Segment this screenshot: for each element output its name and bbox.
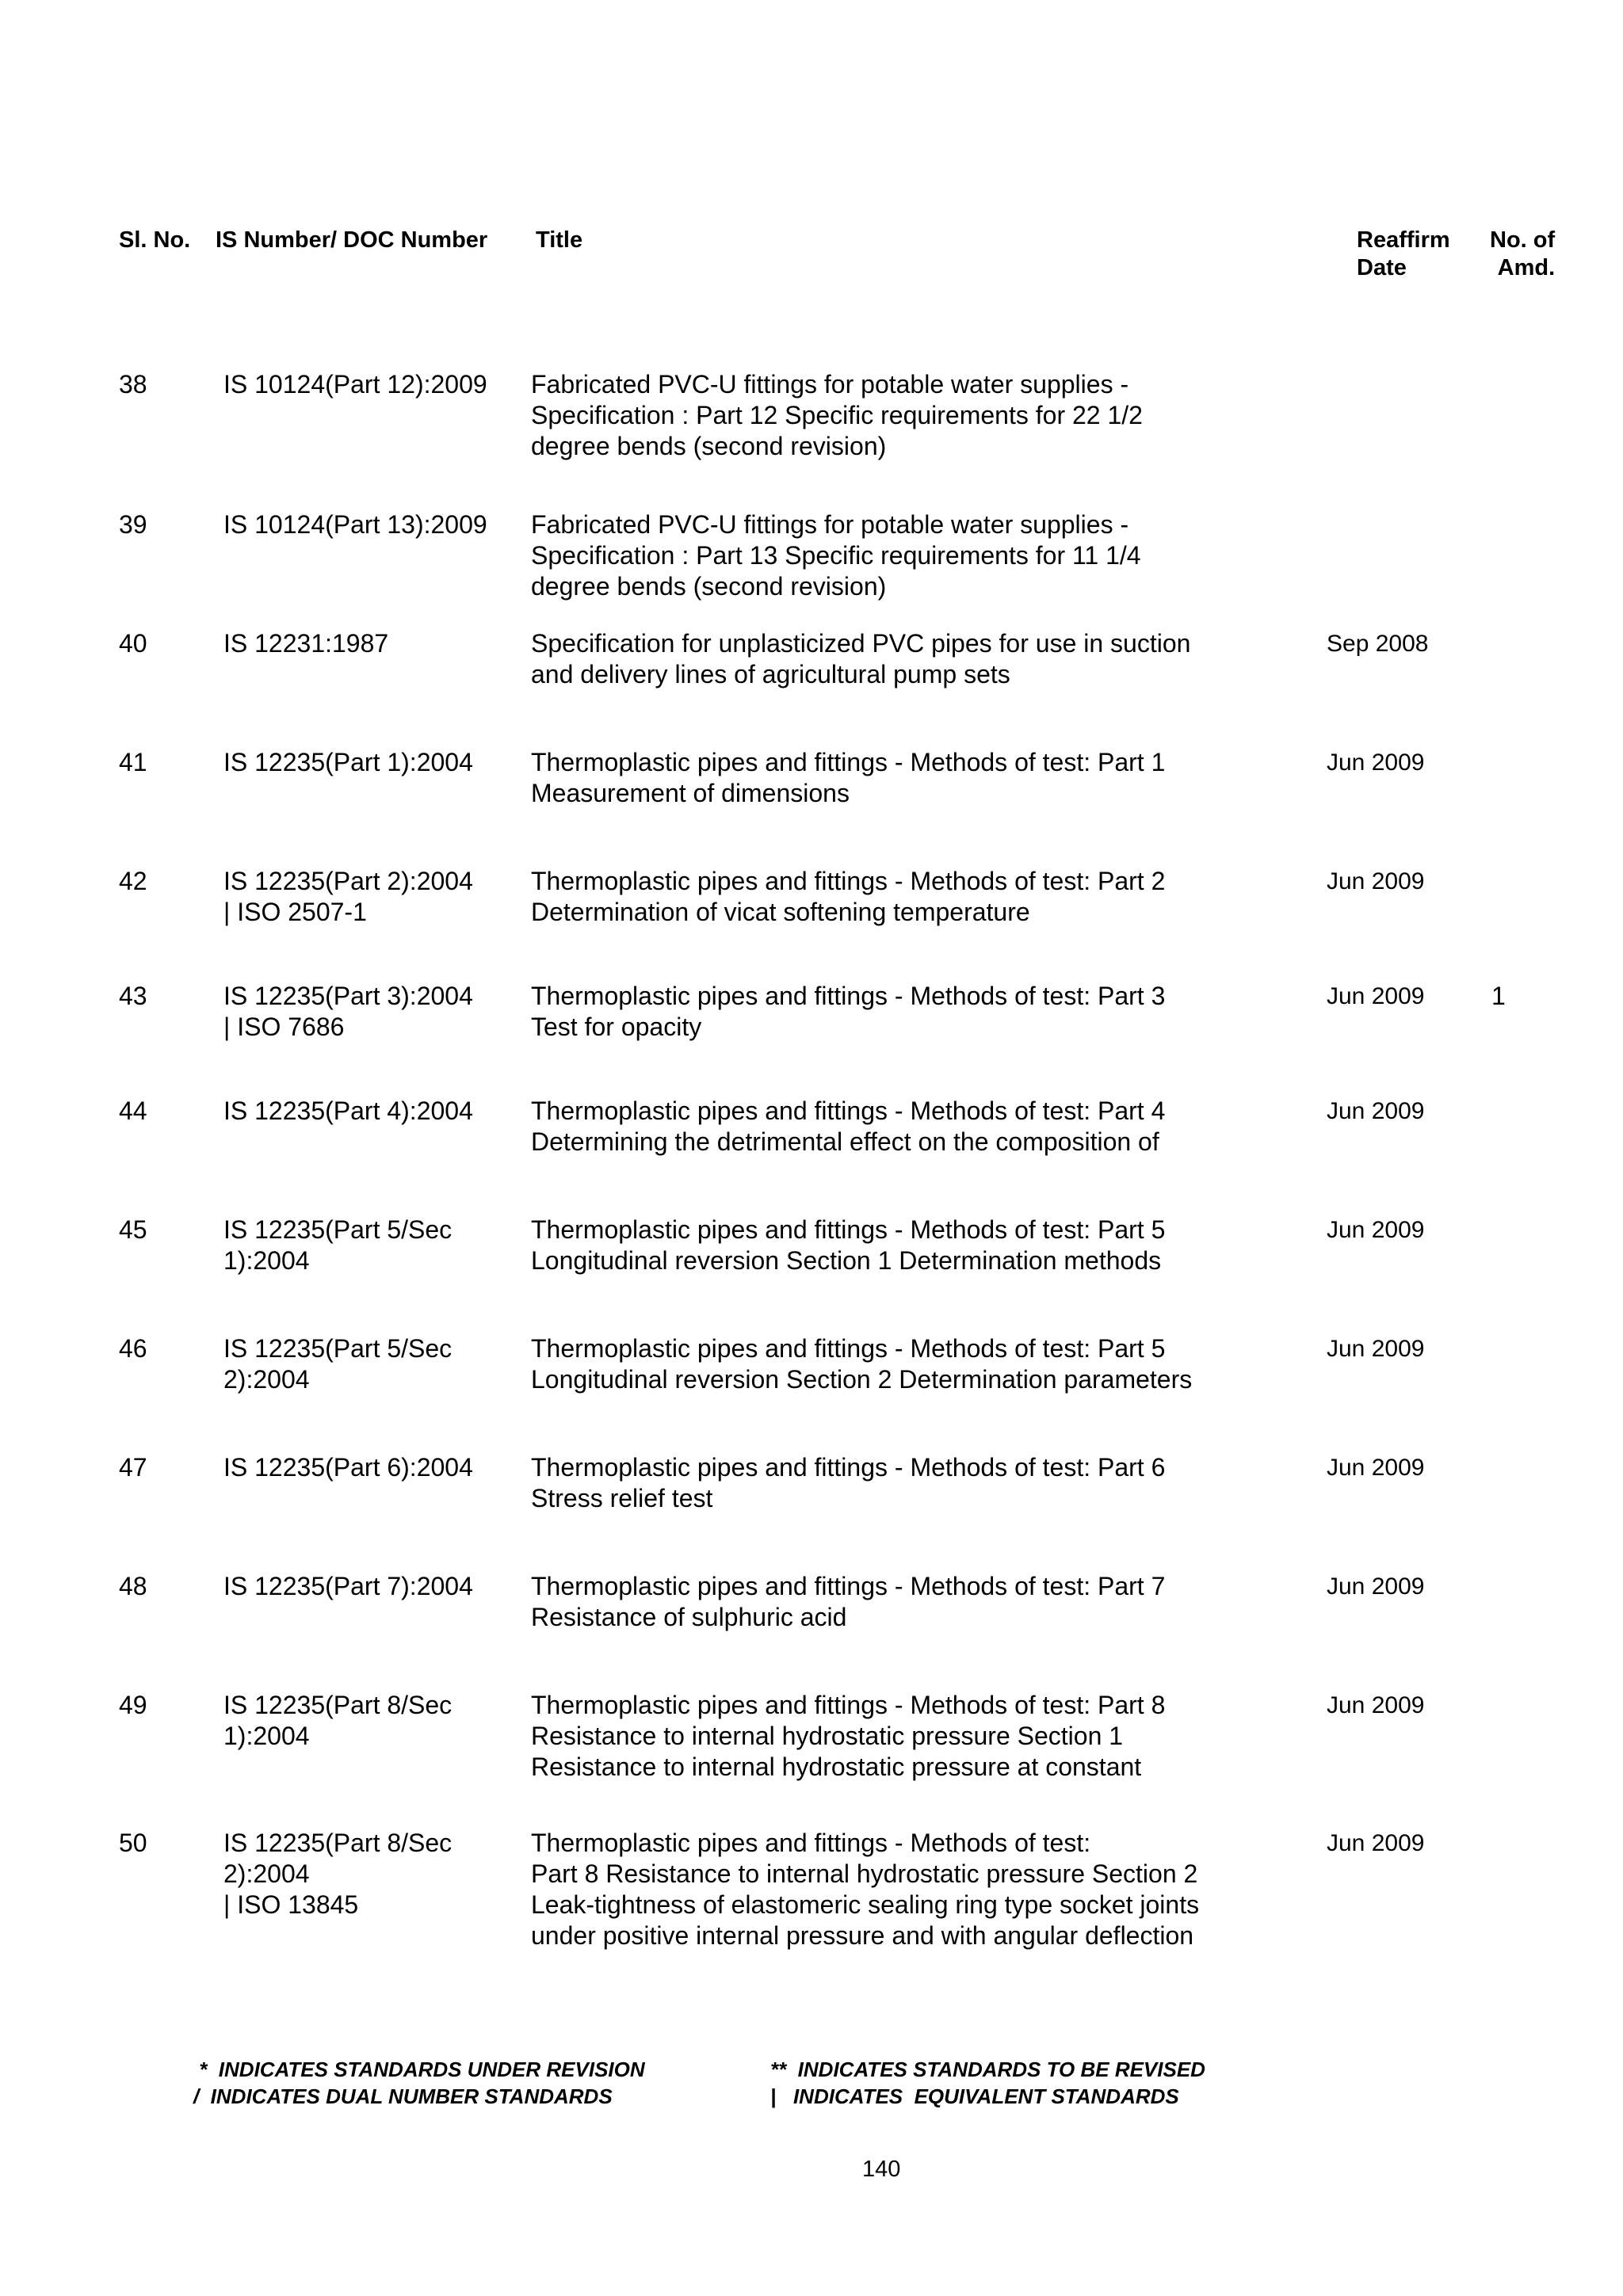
footnote-dual-number: / INDICATES DUAL NUMBER STANDARDS: [193, 2084, 613, 2108]
row-title: Thermoplastic pipes and fittings - Methods of test: Part 2 Determination of vicat softening temperature: [531, 867, 1166, 926]
row-is-number: IS 10124(Part 13):2009: [223, 510, 487, 539]
row-sl-no: 46: [119, 1334, 147, 1363]
row-reaffirm-date: Jun 2009: [1327, 749, 1425, 776]
row-title: Thermoplastic pipes and fittings - Methods of test: Part 6 Stress relief test: [531, 1453, 1166, 1512]
row-sl-no: 44: [119, 1097, 147, 1125]
row-title: Thermoplastic pipes and fittings - Methods of test: Part 8 Resistance to internal hydrostatic pressure Section 2 Leak-tightness of elastomeric sealing ring type socket joints under positive internal pressure and with angular deflection: [531, 1829, 1200, 1950]
row-sl-no: 47: [119, 1453, 147, 1482]
row-is-number: IS 12235(Part 8/Sec 2):2004 | ISO 13845: [223, 1829, 453, 1919]
row-reaffirm-date: Jun 2009: [1327, 1217, 1425, 1243]
row-sl-no: 42: [119, 867, 147, 895]
page-number: 140: [862, 2157, 901, 2182]
row-is-number: IS 12235(Part 2):2004 | ISO 2507-1: [223, 867, 473, 926]
row-is-number: IS 12235(Part 5/Sec 2):2004: [223, 1334, 453, 1394]
row-reaffirm-date: Jun 2009: [1327, 1692, 1425, 1718]
row-is-number: IS 12235(Part 3):2004 | ISO 7686: [223, 982, 473, 1041]
row-title: Thermoplastic pipes and fittings - Methods of test: Part 4 Determining the detrimental effect on the composition of: [531, 1097, 1166, 1156]
row-sl-no: 50: [119, 1829, 147, 1857]
row-reaffirm-date: Jun 2009: [1327, 868, 1425, 894]
row-is-number: IS 12235(Part 5/Sec 1):2004: [223, 1215, 453, 1275]
row-title: Thermoplastic pipes and fittings - Methods of test: Part 3 Test for opacity: [531, 982, 1166, 1041]
row-reaffirm-date: Jun 2009: [1327, 1830, 1425, 1856]
footnote-to-be-revised: ** INDICATES STANDARDS TO BE REVISED: [770, 2058, 1205, 2081]
row-title: Thermoplastic pipes and fittings - Methods of test: Part 7 Resistance of sulphuric acid: [531, 1572, 1166, 1631]
row-title: Thermoplastic pipes and fittings - Methods of test: Part 5 Longitudinal reversion Section 2 Determination parameters: [531, 1334, 1193, 1394]
row-sl-no: 40: [119, 629, 147, 658]
row-reaffirm-date: Jun 2009: [1327, 1336, 1425, 1362]
row-title: Specification for unplasticized PVC pipes for use in suction and delivery lines of agricultural pump sets: [531, 629, 1191, 688]
row-is-number: IS 12235(Part 6):2004: [223, 1453, 473, 1482]
header-is-number: IS Number/ DOC Number: [216, 227, 488, 253]
row-title: Thermoplastic pipes and fittings - Methods of test: Part 8 Resistance to internal hydrostatic pressure Section 1 Resistance to internal hydrostatic pressure at constant: [531, 1691, 1166, 1781]
header-reaffirm-date: Reaffirm Date: [1357, 227, 1450, 280]
row-sl-no: 45: [119, 1215, 147, 1244]
row-sl-no: 48: [119, 1572, 147, 1600]
row-is-number: IS 12235(Part 1):2004: [223, 748, 473, 776]
row-is-number: IS 12235(Part 7):2004: [223, 1572, 473, 1600]
row-title: Fabricated PVC-U fittings for potable water supplies - Specification : Part 13 Specific requirements for 11 1/4 degree bends (second revision): [531, 510, 1141, 601]
header-no-of-amd: No. of Amd.: [1490, 227, 1556, 280]
row-title: Fabricated PVC-U fittings for potable water supplies - Specification : Part 12 Specific requirements for 22 1/2 degree bends (second revision): [531, 370, 1143, 460]
header-sl-no: Sl. No.: [119, 227, 191, 253]
row-sl-no: 38: [119, 370, 147, 399]
row-reaffirm-date: Jun 2009: [1327, 1455, 1425, 1481]
row-no-of-amd: 1: [1491, 982, 1506, 1010]
row-is-number: IS 10124(Part 12):2009: [223, 370, 487, 399]
header-title: Title: [536, 227, 583, 253]
row-reaffirm-date: Jun 2009: [1327, 1573, 1425, 1600]
row-is-number: IS 12235(Part 4):2004: [223, 1097, 473, 1125]
row-title: Thermoplastic pipes and fittings - Methods of test: Part 5 Longitudinal reversion Section 1 Determination methods: [531, 1215, 1166, 1275]
footnote-under-revision: * INDICATES STANDARDS UNDER REVISION: [193, 2058, 645, 2081]
row-sl-no: 41: [119, 748, 147, 776]
row-reaffirm-date: Sep 2008: [1327, 631, 1429, 657]
row-title: Thermoplastic pipes and fittings - Methods of test: Part 1 Measurement of dimensions: [531, 748, 1166, 807]
row-reaffirm-date: Jun 2009: [1327, 1098, 1425, 1124]
row-is-number: IS 12231:1987: [223, 629, 389, 658]
row-sl-no: 49: [119, 1691, 147, 1719]
footnote-equivalent: | INDICATES EQUIVALENT STANDARDS: [770, 2084, 1179, 2108]
row-sl-no: 39: [119, 510, 147, 539]
row-sl-no: 43: [119, 982, 147, 1010]
row-is-number: IS 12235(Part 8/Sec 1):2004: [223, 1691, 453, 1750]
row-reaffirm-date: Jun 2009: [1327, 983, 1425, 1009]
